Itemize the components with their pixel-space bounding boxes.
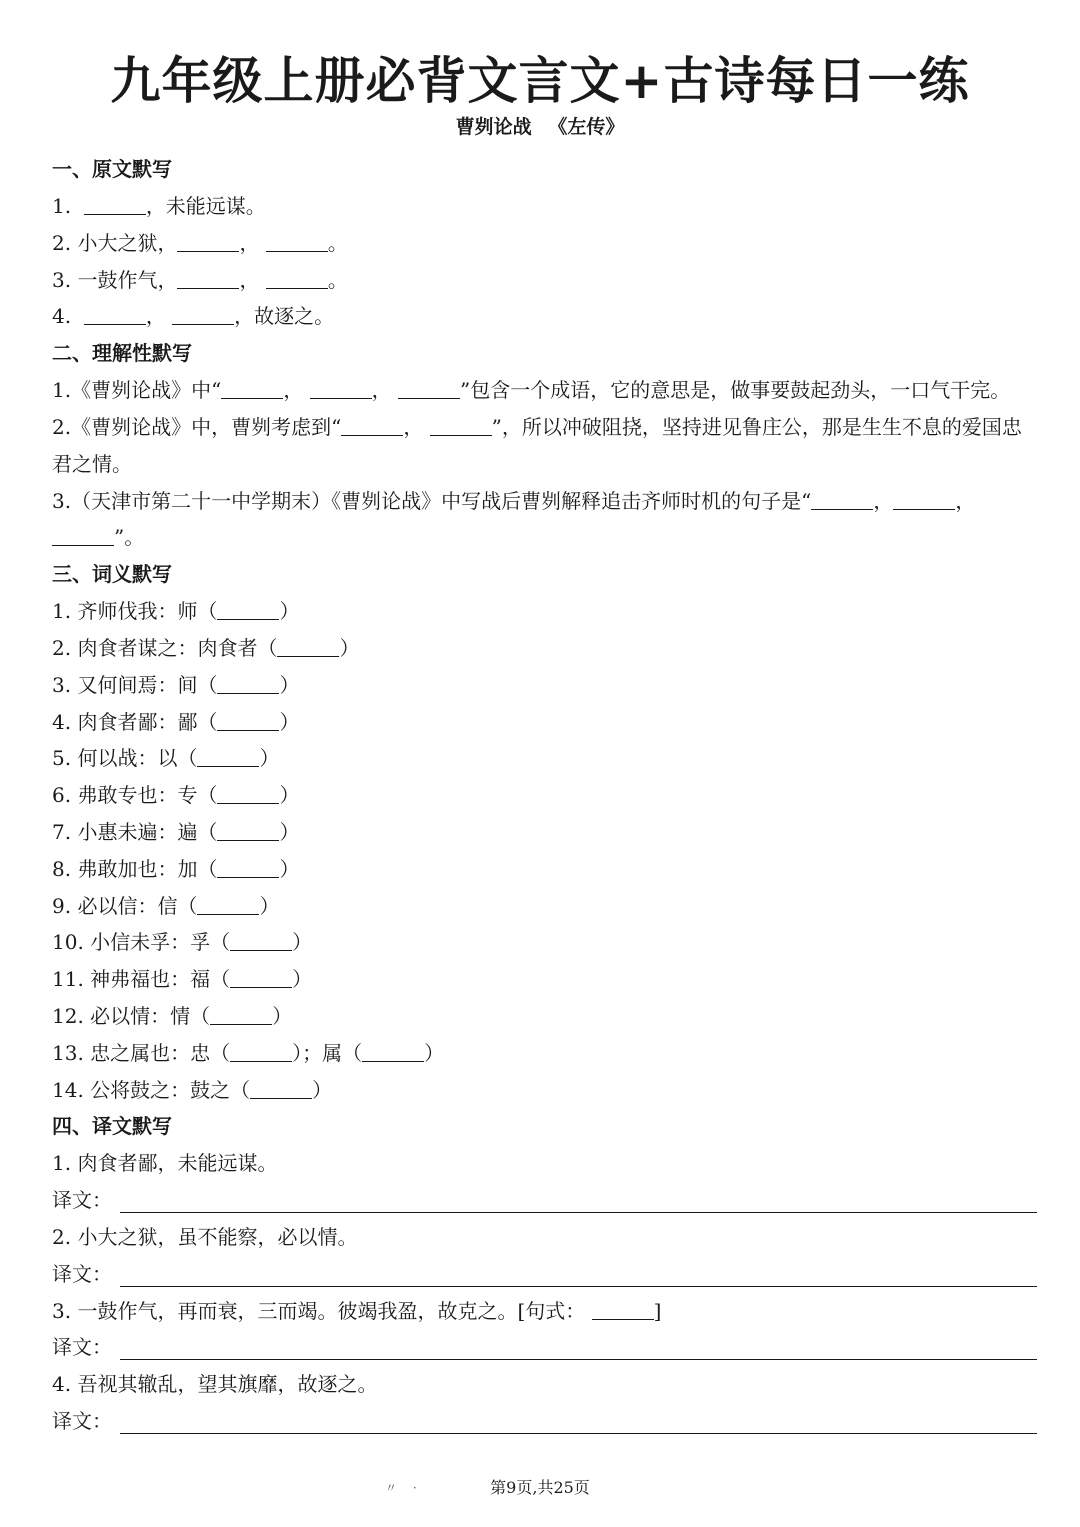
answer-blank[interactable] bbox=[84, 304, 146, 325]
text-name: 曹刿论战 bbox=[455, 116, 532, 138]
answer-blank[interactable] bbox=[197, 746, 259, 767]
answer-blank[interactable] bbox=[592, 1299, 654, 1320]
answer-blank[interactable] bbox=[310, 378, 372, 399]
page-number: 第9页,共25页 bbox=[490, 1478, 590, 1497]
vocab-item: 6. 弗敢专也：专（ ） bbox=[52, 783, 300, 808]
question-paragraph: 1.《曹刿论战》中“ ， ， ”包含一个成语，它的意思是，做事要鼓起劲头，一口气干完。 bbox=[52, 378, 1011, 403]
answer-blank[interactable] bbox=[398, 378, 460, 399]
vocab-item: 7. 小惠未遍：遍（ ） bbox=[52, 819, 300, 844]
question-paragraph: 2.《曹刿论战》中，曹刿考虑到“ ， ”，所以冲破阻挠，坚持进见鲁庄公，那是生生不息的爱国忠君之情。 bbox=[52, 414, 1022, 476]
question-line: 1. ，未能远谋。 bbox=[52, 194, 266, 218]
answer-blank[interactable] bbox=[210, 1004, 272, 1025]
sentence-item: 1. 肉食者鄙，未能远谋。 bbox=[52, 1151, 278, 1176]
answer-blank[interactable] bbox=[84, 194, 146, 215]
answer-blank[interactable] bbox=[266, 268, 328, 289]
translation-blank[interactable] bbox=[120, 1333, 1037, 1360]
answer-blank[interactable] bbox=[217, 820, 279, 841]
vocab-item: 5. 何以战：以（ ） bbox=[52, 746, 280, 771]
answer-blank[interactable] bbox=[217, 857, 279, 878]
text-source: 《左传》 bbox=[548, 116, 625, 138]
translation-line: 译文： bbox=[52, 1256, 1037, 1293]
translation-blank[interactable] bbox=[120, 1407, 1037, 1434]
answer-blank[interactable] bbox=[277, 636, 339, 657]
answer-blank[interactable] bbox=[362, 1041, 424, 1062]
sentence-item: 4. 吾视其辙乱，望其旗靡，故逐之。 bbox=[52, 1372, 378, 1397]
answer-blank[interactable] bbox=[52, 525, 114, 546]
answer-blank[interactable] bbox=[197, 894, 259, 915]
answer-blank[interactable] bbox=[230, 1041, 292, 1062]
answer-blank[interactable] bbox=[266, 231, 328, 252]
question-line: 4. ， ，故逐之。 bbox=[52, 304, 335, 329]
answer-blank[interactable] bbox=[217, 783, 279, 804]
answer-blank[interactable] bbox=[217, 710, 279, 731]
translation-line: 译文： bbox=[52, 1329, 1037, 1366]
vocab-item: 8. 弗敢加也：加（ ） bbox=[52, 856, 300, 881]
vocab-item: 12. 必以情：情（ ） bbox=[52, 1003, 293, 1028]
answer-blank[interactable] bbox=[811, 489, 873, 510]
vocab-item: 9. 必以信：信（ ） bbox=[52, 893, 280, 918]
answer-blank[interactable] bbox=[230, 967, 292, 988]
sentence-item: 2. 小大之狱，虽不能察，必以情。 bbox=[52, 1224, 358, 1249]
subtitle bbox=[0, 113, 1080, 141]
scan-marks: 〃 · bbox=[385, 1481, 423, 1495]
answer-blank[interactable] bbox=[341, 415, 403, 436]
vocab-item: 14. 公将鼓之：鼓之（ ） bbox=[52, 1077, 333, 1102]
translation-blank[interactable] bbox=[120, 1186, 1037, 1213]
answer-blank[interactable] bbox=[221, 378, 283, 399]
vocab-item: 3. 又何间焉：间（ ） bbox=[52, 672, 300, 697]
answer-blank[interactable] bbox=[172, 304, 234, 325]
vocab-item: 4. 肉食者鄙：鄙（ ） bbox=[52, 709, 300, 734]
translation-line: 译文： bbox=[52, 1182, 1037, 1219]
translation-line: 译文： bbox=[52, 1403, 1037, 1440]
answer-blank[interactable] bbox=[217, 673, 279, 694]
answer-blank[interactable] bbox=[177, 268, 239, 289]
answer-blank[interactable] bbox=[230, 930, 292, 951]
answer-blank[interactable] bbox=[177, 231, 239, 252]
answer-blank[interactable] bbox=[217, 599, 279, 620]
section-heading: 一、原文默写 bbox=[52, 157, 172, 181]
vocab-item: 1. 齐师伐我：师（ ） bbox=[52, 599, 300, 624]
question-line: 2. 小大之狱， ， 。 bbox=[52, 230, 348, 255]
vocab-item: 13. 忠之属也：忠（ ）；属（ ） bbox=[52, 1040, 445, 1065]
section-heading: 四、译文默写 bbox=[52, 1114, 172, 1139]
vocab-item: 11. 神弗福也：福（ ） bbox=[52, 967, 313, 992]
section-heading: 三、词义默写 bbox=[52, 562, 172, 587]
question-line: 3. 一鼓作气， ， 。 bbox=[52, 267, 348, 292]
section-heading: 二、理解性默写 bbox=[52, 341, 192, 366]
translation-blank[interactable] bbox=[120, 1260, 1037, 1287]
worksheet-content bbox=[52, 151, 1037, 1440]
sentence-item: 3. 一鼓作气，再而衰，三而竭。彼竭我盈，故克之。[句式： ] bbox=[52, 1298, 662, 1323]
vocab-item: 10. 小信未孚：孚（ ） bbox=[52, 930, 313, 955]
answer-blank[interactable] bbox=[893, 489, 955, 510]
question-paragraph: 3.（天津市第二十一中学期末）《曹刿论战》中写战后曹刿解释追击齐师时机的句子是“ ， ，”。 bbox=[52, 488, 976, 550]
answer-blank[interactable] bbox=[250, 1078, 312, 1099]
vocab-item: 2. 肉食者谋之：肉食者（ ） bbox=[52, 635, 360, 660]
answer-blank[interactable] bbox=[430, 415, 492, 436]
page-title: 九年级上册必背文言文+古诗每日一练 bbox=[110, 52, 970, 110]
